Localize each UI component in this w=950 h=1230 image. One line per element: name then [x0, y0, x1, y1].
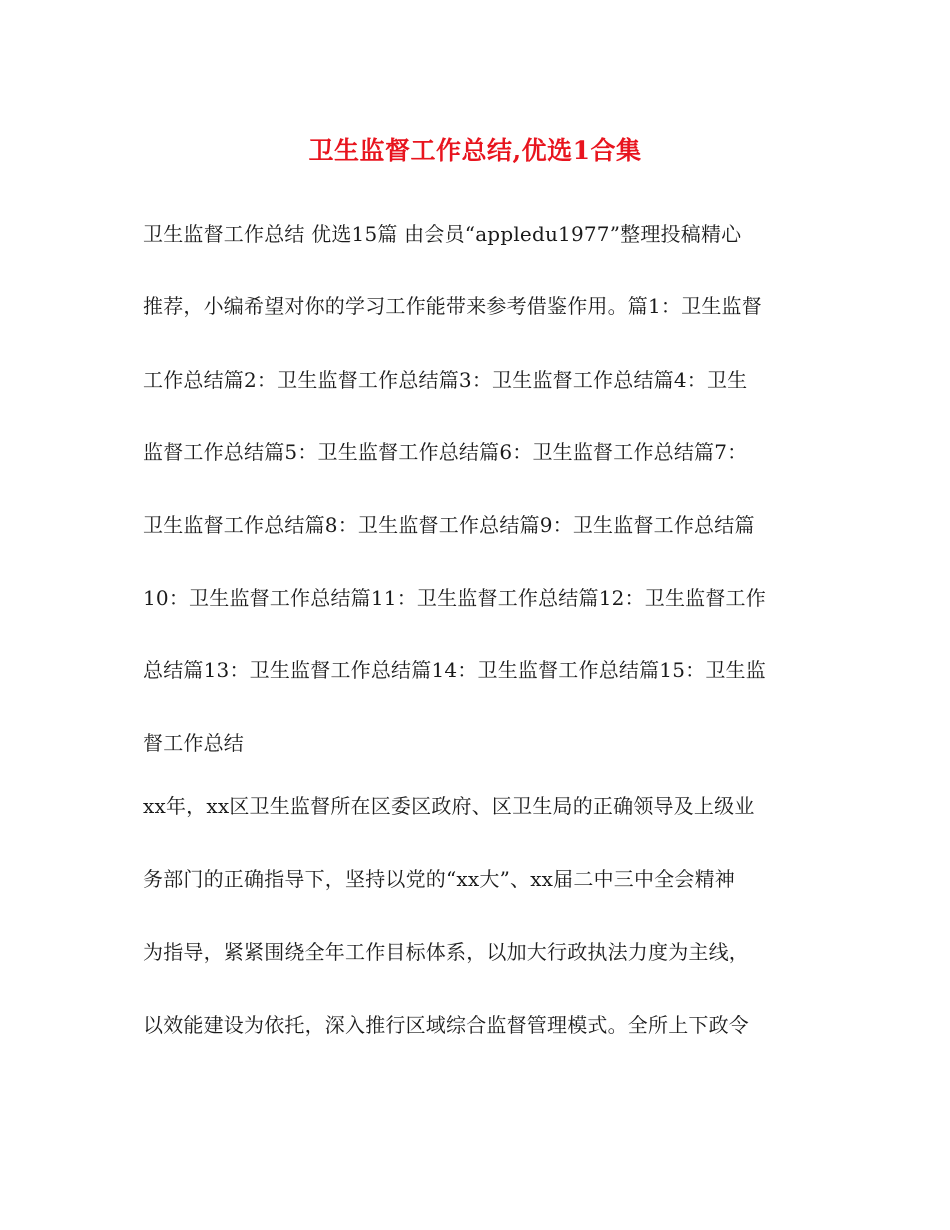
- text-line: 以效能建设为依托，深入推行区域综合监督管理模式。全所上下政令: [143, 1013, 749, 1037]
- text-line: 推荐，小编希望对你的学习工作能带来参考借鉴作用。篇1：卫生监督: [143, 294, 762, 318]
- text-line: 总结篇13：卫生监督工作总结篇14：卫生监督工作总结篇15：卫生监: [143, 658, 766, 682]
- text-line: 为指导，紧紧围绕全年工作目标体系，以加大行政执法力度为主线，: [143, 940, 749, 964]
- text-line: xx年，xx区卫生监督所在区委区政府、区卫生局的正确领导及上级业: [143, 794, 755, 818]
- text-line: 督工作总结: [143, 731, 244, 755]
- text-line: 10：卫生监督工作总结篇11：卫生监督工作总结篇12：卫生监督工作: [143, 586, 766, 610]
- text-line: 工作总结篇2：卫生监督工作总结篇3：卫生监督工作总结篇4：卫生: [143, 368, 748, 392]
- text-line: 卫生监督工作总结篇8：卫生监督工作总结篇9：卫生监督工作总结篇: [143, 513, 755, 537]
- text-line: 监督工作总结篇5：卫生监督工作总结篇6：卫生监督工作总结篇7：: [143, 440, 748, 464]
- document-title: 卫生监督工作总结,优选1合集: [308, 136, 642, 165]
- text-line: 卫生监督工作总结 优选15篇 由会员“appledu1977”整理投稿精心: [143, 222, 742, 246]
- text-line: 务部门的正确指导下，坚持以党的“xx大”、xx届二中三中全会精神: [143, 867, 735, 891]
